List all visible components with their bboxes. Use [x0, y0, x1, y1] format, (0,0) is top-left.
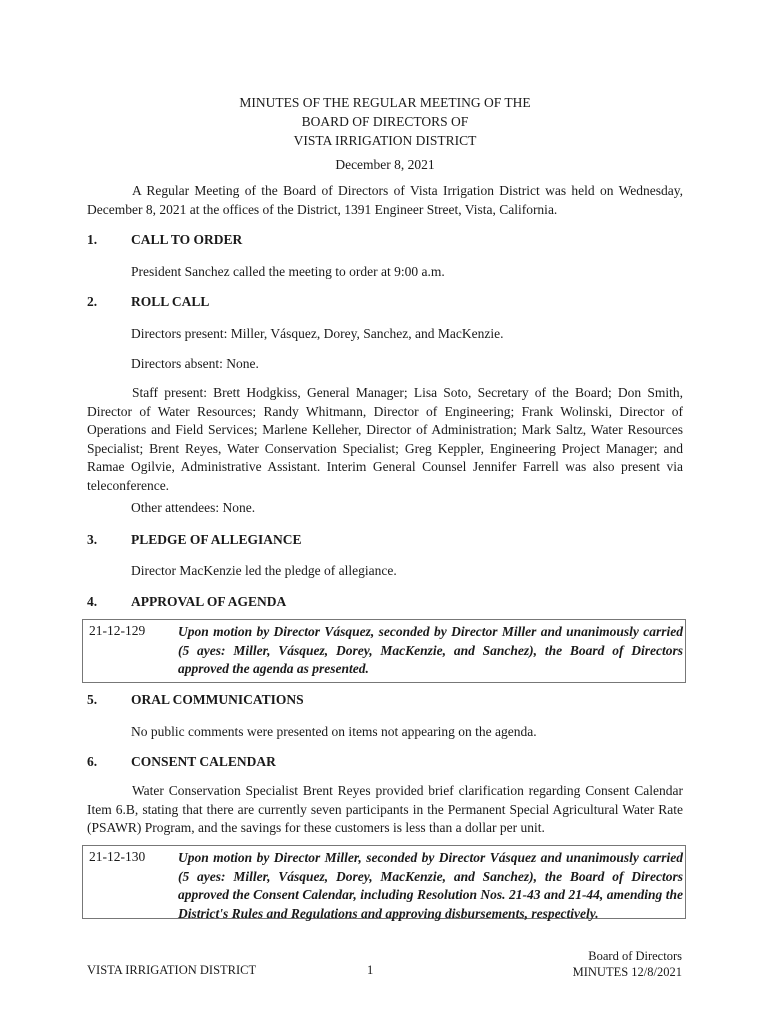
directors-absent: Directors absent: None.	[131, 356, 259, 371]
motion-box-agenda	[82, 619, 686, 683]
footer-district: VISTA IRRIGATION DISTRICT	[87, 963, 257, 977]
section-6-text: Water Conservation Specialist Brent Reyes provided brief clarification regarding Consent Calendar Item 6.B, stating that there are currently seven participants in the Permanent Special Agricultural Water Rate (PSAWR) Program, and the savings for these customers is less than a dollar per unit.	[87, 783, 683, 835]
header-line-1: MINUTES OF THE REGULAR MEETING OF THE	[239, 95, 531, 110]
motion-text: Upon motion by Director Vásquez, seconded by Director Miller and unanimously carried (5 ayes: Miller, Vásquez, Dorey, MacKenzie, and Sanchez), the Board of Directors approved the agenda as presented.	[178, 624, 683, 676]
section-1-number: 1.	[87, 232, 98, 247]
footer-board: Board of Directors	[588, 949, 682, 963]
motion-text: Upon motion by Director Miller, seconded by Director Vásquez and unanimously carried (5 ayes: Miller, Vásquez, Dorey, MacKenzie, and Sanchez), the Board of Directors approved the Consent Calendar, including Resolution Nos. 21-43 and 21-44, amending the District's Rules and Regulations and approving disbursements, respectively.	[178, 850, 683, 921]
footer-page-number: 1	[367, 963, 374, 977]
section-2-heading: ROLL CALL	[131, 294, 210, 309]
meeting-date: December 8, 2021	[335, 157, 435, 172]
section-4-heading: APPROVAL OF AGENDA	[131, 594, 287, 609]
section-6-number: 6.	[87, 754, 98, 769]
directors-present: Directors present: Miller, Vásquez, Dorey, Sanchez, and MacKenzie.	[131, 326, 504, 341]
section-1-heading: CALL TO ORDER	[131, 232, 243, 247]
section-4-number: 4.	[87, 594, 98, 609]
section-6-heading: CONSENT CALENDAR	[131, 754, 276, 769]
section-1-text: President Sanchez called the meeting to order at 9:00 a.m.	[131, 264, 445, 279]
footer-minutes-date: MINUTES 12/8/2021	[572, 965, 682, 979]
section-3-number: 3.	[87, 532, 98, 547]
section-3-heading: PLEDGE OF ALLEGIANCE	[131, 532, 302, 547]
motion-id: 21-12-130	[89, 849, 146, 864]
header-line-2: BOARD OF DIRECTORS OF	[301, 114, 469, 129]
section-3-text: Director MacKenzie led the pledge of allegiance.	[131, 563, 397, 578]
footer-right	[560, 948, 682, 980]
staff-present: Staff present: Brett Hodgkiss, General Manager; Lisa Soto, Secretary of the Board; Don Smith, Director of Water Resources; Randy Whitmann, Director of Engineering; Frank Wolinski, Director of Operations and Field Services; Marlene Kelleher, Director of Administration; Mark Saltz, Water Resources Specialist; Brent Reyes, Water Conservation Specialist; Greg Keppler, Engineering Project Manager; and Ramae Ogilvie, Administrative Assistant. Interim General Counsel Jennifer Farrell was also present via teleconference.	[87, 385, 683, 493]
header-line-3: VISTA IRRIGATION DISTRICT	[293, 133, 477, 148]
motion-id: 21-12-129	[89, 623, 146, 638]
section-5-text: No public comments were presented on items not appearing on the agenda.	[131, 724, 537, 739]
motion-box-consent	[82, 845, 686, 919]
section-5-heading: ORAL COMMUNICATIONS	[131, 692, 304, 707]
other-attendees: Other attendees: None.	[131, 500, 256, 515]
section-2-number: 2.	[87, 294, 98, 309]
section-5-number: 5.	[87, 692, 98, 707]
intro-paragraph: A Regular Meeting of the Board of Directors of Vista Irrigation District was held on Wednesday, December 8, 2021 at the offices of the District, 1391 Engineer Street, Vista, California.	[87, 183, 683, 217]
